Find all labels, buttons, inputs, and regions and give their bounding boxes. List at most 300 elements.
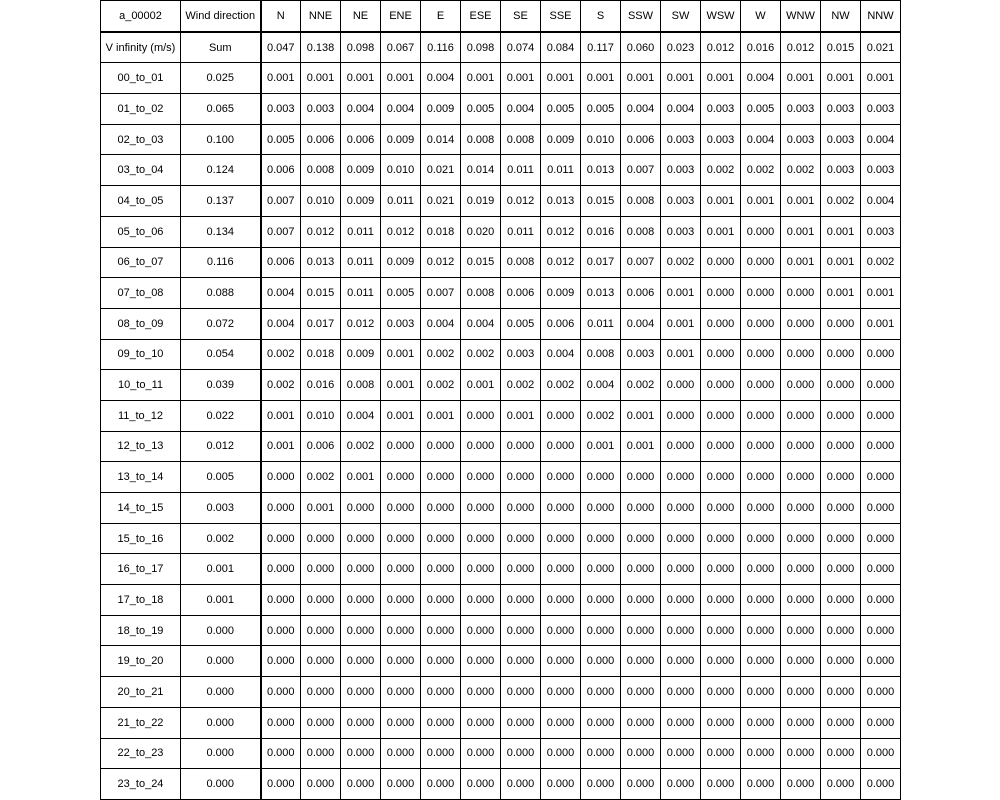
table-row [101, 308, 901, 339]
frequency-cell: 0.003 [781, 124, 821, 155]
table-row [101, 462, 901, 493]
frequency-cell: 0.000 [301, 677, 341, 708]
frequency-cell: 0.004 [741, 124, 781, 155]
frequency-cell: 0.004 [461, 308, 501, 339]
frequency-cell: 0.001 [541, 63, 581, 94]
frequency-cell: 0.013 [541, 186, 581, 217]
row-sum-value: 0.000 [181, 677, 261, 708]
frequency-cell: 0.017 [301, 308, 341, 339]
frequency-cell: 0.000 [701, 370, 741, 401]
row-sum-value: 0.000 [181, 615, 261, 646]
row-sum-value: 0.134 [181, 216, 261, 247]
direction-header-wsw: WSW [701, 1, 741, 32]
frequency-cell: 0.001 [381, 370, 421, 401]
frequency-cell: 0.000 [461, 646, 501, 677]
speed-bin-label: 17_to_18 [101, 585, 181, 616]
frequency-cell: 0.011 [341, 216, 381, 247]
frequency-cell: 0.002 [301, 462, 341, 493]
sum-value-ssw: 0.060 [621, 32, 661, 63]
frequency-cell: 0.001 [261, 400, 301, 431]
frequency-cell: 0.006 [261, 155, 301, 186]
frequency-cell: 0.000 [541, 493, 581, 524]
frequency-cell: 0.000 [421, 554, 461, 585]
frequency-cell: 0.001 [581, 431, 621, 462]
frequency-cell: 0.000 [861, 462, 901, 493]
frequency-cell: 0.006 [621, 278, 661, 309]
frequency-cell: 0.000 [541, 769, 581, 800]
direction-header-sw: SW [661, 1, 701, 32]
frequency-cell: 0.000 [501, 615, 541, 646]
row-sum-value: 0.001 [181, 585, 261, 616]
frequency-cell: 0.000 [861, 370, 901, 401]
frequency-cell: 0.000 [821, 370, 861, 401]
frequency-cell: 0.007 [621, 247, 661, 278]
table-row [101, 585, 901, 616]
frequency-cell: 0.000 [421, 585, 461, 616]
frequency-cell: 0.001 [261, 431, 301, 462]
frequency-cell: 0.004 [541, 339, 581, 370]
frequency-cell: 0.002 [461, 339, 501, 370]
frequency-cell: 0.000 [781, 677, 821, 708]
frequency-cell: 0.002 [621, 370, 661, 401]
frequency-cell: 0.003 [661, 186, 701, 217]
frequency-cell: 0.000 [741, 523, 781, 554]
frequency-cell: 0.003 [661, 155, 701, 186]
frequency-cell: 0.000 [341, 523, 381, 554]
frequency-cell: 0.001 [301, 493, 341, 524]
frequency-cell: 0.017 [581, 247, 621, 278]
frequency-cell: 0.000 [341, 646, 381, 677]
frequency-cell: 0.000 [301, 554, 341, 585]
frequency-cell: 0.002 [701, 155, 741, 186]
speed-bin-label: 22_to_23 [101, 738, 181, 769]
frequency-cell: 0.000 [741, 554, 781, 585]
frequency-cell: 0.000 [701, 677, 741, 708]
frequency-cell: 0.000 [261, 769, 301, 800]
sum-value-nnw: 0.021 [861, 32, 901, 63]
frequency-cell: 0.001 [821, 278, 861, 309]
frequency-cell: 0.000 [701, 585, 741, 616]
frequency-cell: 0.000 [421, 615, 461, 646]
speed-bin-label: 12_to_13 [101, 431, 181, 462]
frequency-cell: 0.001 [501, 400, 541, 431]
frequency-cell: 0.000 [741, 493, 781, 524]
frequency-cell: 0.000 [501, 707, 541, 738]
direction-header-ne: NE [341, 1, 381, 32]
frequency-cell: 0.008 [621, 186, 661, 217]
frequency-cell: 0.000 [741, 431, 781, 462]
frequency-cell: 0.000 [621, 554, 661, 585]
frequency-cell: 0.009 [421, 94, 461, 125]
frequency-cell: 0.000 [461, 493, 501, 524]
frequency-cell: 0.000 [301, 646, 341, 677]
frequency-cell: 0.000 [341, 615, 381, 646]
frequency-cell: 0.000 [501, 523, 541, 554]
row-sum-value: 0.000 [181, 769, 261, 800]
frequency-cell: 0.003 [701, 94, 741, 125]
frequency-cell: 0.002 [421, 370, 461, 401]
wind-direction-label: Wind direction [181, 1, 261, 32]
frequency-cell: 0.010 [301, 400, 341, 431]
frequency-cell: 0.000 [701, 339, 741, 370]
frequency-cell: 0.011 [501, 155, 541, 186]
sum-value-ese: 0.098 [461, 32, 501, 63]
frequency-cell: 0.000 [701, 523, 741, 554]
frequency-cell: 0.000 [741, 677, 781, 708]
frequency-cell: 0.015 [461, 247, 501, 278]
frequency-cell: 0.000 [781, 400, 821, 431]
frequency-cell: 0.000 [781, 308, 821, 339]
frequency-cell: 0.008 [501, 124, 541, 155]
frequency-cell: 0.012 [501, 186, 541, 217]
frequency-cell: 0.001 [381, 63, 421, 94]
frequency-cell: 0.001 [381, 339, 421, 370]
frequency-cell: 0.000 [501, 493, 541, 524]
frequency-cell: 0.001 [821, 216, 861, 247]
frequency-cell: 0.001 [661, 339, 701, 370]
frequency-cell: 0.001 [461, 63, 501, 94]
table-row [101, 94, 901, 125]
frequency-cell: 0.001 [261, 63, 301, 94]
frequency-cell: 0.000 [381, 738, 421, 769]
frequency-cell: 0.000 [701, 400, 741, 431]
row-sum-value: 0.137 [181, 186, 261, 217]
frequency-cell: 0.004 [621, 308, 661, 339]
speed-bin-label: 16_to_17 [101, 554, 181, 585]
sum-value-wsw: 0.012 [701, 32, 741, 63]
speed-bin-label: 08_to_09 [101, 308, 181, 339]
frequency-cell: 0.000 [621, 493, 661, 524]
frequency-cell: 0.000 [621, 738, 661, 769]
frequency-cell: 0.000 [541, 523, 581, 554]
frequency-cell: 0.000 [621, 462, 661, 493]
row-sum-value: 0.000 [181, 646, 261, 677]
wind-frequency-table [100, 0, 901, 800]
speed-bin-label: 11_to_12 [101, 400, 181, 431]
frequency-cell: 0.000 [861, 738, 901, 769]
frequency-cell: 0.003 [861, 94, 901, 125]
row-sum-value: 0.003 [181, 493, 261, 524]
speed-bin-label: 09_to_10 [101, 339, 181, 370]
frequency-cell: 0.000 [781, 615, 821, 646]
frequency-cell: 0.000 [461, 585, 501, 616]
frequency-cell: 0.000 [741, 769, 781, 800]
frequency-cell: 0.002 [741, 155, 781, 186]
frequency-cell: 0.000 [261, 738, 301, 769]
frequency-cell: 0.021 [421, 186, 461, 217]
frequency-cell: 0.016 [301, 370, 341, 401]
frequency-cell: 0.000 [741, 615, 781, 646]
frequency-cell: 0.000 [341, 738, 381, 769]
frequency-cell: 0.000 [381, 769, 421, 800]
frequency-cell: 0.000 [781, 523, 821, 554]
frequency-cell: 0.000 [341, 677, 381, 708]
frequency-cell: 0.002 [861, 247, 901, 278]
frequency-cell: 0.000 [581, 523, 621, 554]
frequency-cell: 0.007 [621, 155, 661, 186]
row-sum-value: 0.072 [181, 308, 261, 339]
frequency-cell: 0.000 [741, 585, 781, 616]
frequency-cell: 0.000 [461, 431, 501, 462]
frequency-cell: 0.011 [501, 216, 541, 247]
frequency-cell: 0.000 [861, 615, 901, 646]
frequency-cell: 0.008 [301, 155, 341, 186]
frequency-cell: 0.000 [741, 400, 781, 431]
frequency-cell: 0.012 [341, 308, 381, 339]
frequency-cell: 0.000 [821, 308, 861, 339]
direction-header-ese: ESE [461, 1, 501, 32]
frequency-cell: 0.003 [501, 339, 541, 370]
frequency-cell: 0.000 [781, 339, 821, 370]
direction-header-nne: NNE [301, 1, 341, 32]
frequency-cell: 0.004 [261, 308, 301, 339]
frequency-cell: 0.000 [701, 462, 741, 493]
speed-bin-label: 15_to_16 [101, 523, 181, 554]
frequency-cell: 0.001 [781, 186, 821, 217]
frequency-cell: 0.000 [261, 615, 301, 646]
frequency-cell: 0.000 [661, 707, 701, 738]
v-infinity-label: V infinity (m/s) [101, 32, 181, 63]
row-sum-value: 0.100 [181, 124, 261, 155]
frequency-cell: 0.000 [381, 554, 421, 585]
sum-value-s: 0.117 [581, 32, 621, 63]
frequency-cell: 0.005 [381, 278, 421, 309]
frequency-cell: 0.004 [741, 63, 781, 94]
frequency-cell: 0.016 [581, 216, 621, 247]
frequency-cell: 0.000 [821, 707, 861, 738]
frequency-cell: 0.018 [421, 216, 461, 247]
frequency-cell: 0.003 [301, 94, 341, 125]
frequency-cell: 0.001 [621, 63, 661, 94]
frequency-cell: 0.003 [381, 308, 421, 339]
frequency-cell: 0.011 [341, 278, 381, 309]
table-row [101, 339, 901, 370]
frequency-cell: 0.013 [581, 278, 621, 309]
frequency-cell: 0.000 [701, 646, 741, 677]
frequency-cell: 0.000 [741, 707, 781, 738]
frequency-cell: 0.010 [381, 155, 421, 186]
frequency-cell: 0.001 [341, 63, 381, 94]
frequency-cell: 0.002 [661, 247, 701, 278]
frequency-cell: 0.000 [821, 493, 861, 524]
table-row [101, 707, 901, 738]
frequency-cell: 0.009 [541, 124, 581, 155]
frequency-cell: 0.006 [501, 278, 541, 309]
frequency-cell: 0.000 [781, 646, 821, 677]
frequency-cell: 0.002 [341, 431, 381, 462]
frequency-cell: 0.004 [621, 94, 661, 125]
frequency-cell: 0.000 [421, 646, 461, 677]
frequency-cell: 0.000 [701, 554, 741, 585]
frequency-cell: 0.006 [621, 124, 661, 155]
frequency-cell: 0.006 [261, 247, 301, 278]
sum-row [101, 32, 901, 63]
frequency-cell: 0.001 [781, 216, 821, 247]
frequency-cell: 0.000 [581, 585, 621, 616]
speed-bin-label: 14_to_15 [101, 493, 181, 524]
frequency-cell: 0.000 [341, 585, 381, 616]
frequency-cell: 0.000 [581, 554, 621, 585]
speed-bin-label: 04_to_05 [101, 186, 181, 217]
frequency-cell: 0.000 [421, 738, 461, 769]
frequency-cell: 0.007 [261, 216, 301, 247]
frequency-cell: 0.001 [381, 400, 421, 431]
frequency-cell: 0.001 [661, 278, 701, 309]
frequency-cell: 0.000 [541, 462, 581, 493]
row-sum-value: 0.000 [181, 738, 261, 769]
frequency-cell: 0.000 [461, 769, 501, 800]
table-row [101, 738, 901, 769]
frequency-cell: 0.000 [381, 615, 421, 646]
frequency-cell: 0.001 [861, 278, 901, 309]
frequency-cell: 0.000 [821, 431, 861, 462]
row-sum-value: 0.012 [181, 431, 261, 462]
frequency-cell: 0.000 [661, 554, 701, 585]
frequency-cell: 0.008 [461, 124, 501, 155]
frequency-cell: 0.004 [581, 370, 621, 401]
frequency-cell: 0.008 [581, 339, 621, 370]
frequency-cell: 0.000 [541, 677, 581, 708]
frequency-cell: 0.000 [741, 370, 781, 401]
frequency-cell: 0.000 [541, 400, 581, 431]
frequency-cell: 0.004 [501, 94, 541, 125]
frequency-cell: 0.000 [261, 523, 301, 554]
speed-bin-label: 07_to_08 [101, 278, 181, 309]
frequency-cell: 0.000 [501, 554, 541, 585]
frequency-cell: 0.000 [501, 431, 541, 462]
frequency-cell: 0.003 [821, 124, 861, 155]
frequency-cell: 0.006 [341, 124, 381, 155]
row-sum-value: 0.025 [181, 63, 261, 94]
speed-bin-label: 23_to_24 [101, 769, 181, 800]
frequency-cell: 0.004 [661, 94, 701, 125]
sum-value-e: 0.116 [421, 32, 461, 63]
frequency-cell: 0.000 [821, 585, 861, 616]
frequency-cell: 0.000 [661, 462, 701, 493]
table-row [101, 769, 901, 800]
frequency-cell: 0.002 [261, 339, 301, 370]
frequency-cell: 0.000 [701, 769, 741, 800]
frequency-cell: 0.007 [421, 278, 461, 309]
frequency-cell: 0.000 [381, 462, 421, 493]
frequency-cell: 0.001 [701, 186, 741, 217]
frequency-cell: 0.000 [821, 400, 861, 431]
speed-bin-label: 01_to_02 [101, 94, 181, 125]
table-row [101, 493, 901, 524]
direction-header-nnw: NNW [861, 1, 901, 32]
frequency-cell: 0.001 [661, 308, 701, 339]
frequency-cell: 0.000 [541, 707, 581, 738]
frequency-cell: 0.003 [661, 124, 701, 155]
frequency-cell: 0.001 [581, 63, 621, 94]
frequency-cell: 0.011 [581, 308, 621, 339]
table-row [101, 400, 901, 431]
speed-bin-label: 03_to_04 [101, 155, 181, 186]
row-sum-value: 0.065 [181, 94, 261, 125]
frequency-cell: 0.000 [301, 615, 341, 646]
speed-bin-label: 21_to_22 [101, 707, 181, 738]
frequency-cell: 0.000 [381, 431, 421, 462]
frequency-cell: 0.000 [261, 462, 301, 493]
frequency-cell: 0.009 [381, 124, 421, 155]
frequency-cell: 0.000 [621, 585, 661, 616]
frequency-cell: 0.000 [861, 769, 901, 800]
sum-value-nne: 0.138 [301, 32, 341, 63]
table-row [101, 63, 901, 94]
frequency-cell: 0.000 [861, 493, 901, 524]
speed-bin-label: 06_to_07 [101, 247, 181, 278]
wind-frequency-table-wrapper [100, 0, 901, 800]
frequency-cell: 0.000 [621, 677, 661, 708]
frequency-cell: 0.009 [541, 278, 581, 309]
frequency-cell: 0.000 [581, 646, 621, 677]
table-row [101, 124, 901, 155]
frequency-cell: 0.008 [341, 370, 381, 401]
frequency-cell: 0.000 [261, 646, 301, 677]
row-sum-value: 0.002 [181, 523, 261, 554]
row-sum-value: 0.005 [181, 462, 261, 493]
frequency-cell: 0.000 [541, 431, 581, 462]
table-row [101, 615, 901, 646]
frequency-cell: 0.000 [661, 431, 701, 462]
frequency-cell: 0.000 [821, 738, 861, 769]
speed-bin-label: 05_to_06 [101, 216, 181, 247]
frequency-cell: 0.012 [541, 216, 581, 247]
frequency-cell: 0.000 [421, 493, 461, 524]
frequency-cell: 0.001 [661, 63, 701, 94]
frequency-cell: 0.003 [621, 339, 661, 370]
frequency-cell: 0.000 [581, 615, 621, 646]
frequency-cell: 0.012 [541, 247, 581, 278]
speed-bin-label: 13_to_14 [101, 462, 181, 493]
frequency-cell: 0.000 [421, 431, 461, 462]
frequency-cell: 0.002 [261, 370, 301, 401]
row-sum-value: 0.000 [181, 707, 261, 738]
frequency-cell: 0.000 [461, 677, 501, 708]
frequency-cell: 0.000 [661, 585, 701, 616]
frequency-cell: 0.000 [261, 554, 301, 585]
frequency-cell: 0.000 [621, 615, 661, 646]
frequency-cell: 0.000 [541, 646, 581, 677]
frequency-cell: 0.003 [861, 155, 901, 186]
frequency-cell: 0.000 [381, 585, 421, 616]
frequency-cell: 0.001 [341, 462, 381, 493]
direction-header-s: S [581, 1, 621, 32]
direction-header-n: N [261, 1, 301, 32]
frequency-cell: 0.000 [661, 400, 701, 431]
frequency-cell: 0.000 [581, 707, 621, 738]
corner-label: a_00002 [101, 1, 181, 32]
frequency-cell: 0.000 [741, 462, 781, 493]
frequency-cell: 0.000 [781, 585, 821, 616]
frequency-cell: 0.000 [461, 738, 501, 769]
table-row [101, 554, 901, 585]
frequency-cell: 0.000 [821, 339, 861, 370]
frequency-cell: 0.003 [661, 216, 701, 247]
frequency-cell: 0.001 [781, 247, 821, 278]
frequency-cell: 0.001 [821, 247, 861, 278]
frequency-cell: 0.000 [701, 738, 741, 769]
frequency-cell: 0.000 [501, 677, 541, 708]
frequency-cell: 0.000 [821, 615, 861, 646]
frequency-cell: 0.005 [541, 94, 581, 125]
frequency-cell: 0.001 [701, 63, 741, 94]
frequency-cell: 0.013 [301, 247, 341, 278]
frequency-cell: 0.000 [541, 615, 581, 646]
frequency-cell: 0.000 [781, 431, 821, 462]
frequency-cell: 0.001 [781, 63, 821, 94]
frequency-cell: 0.000 [821, 462, 861, 493]
